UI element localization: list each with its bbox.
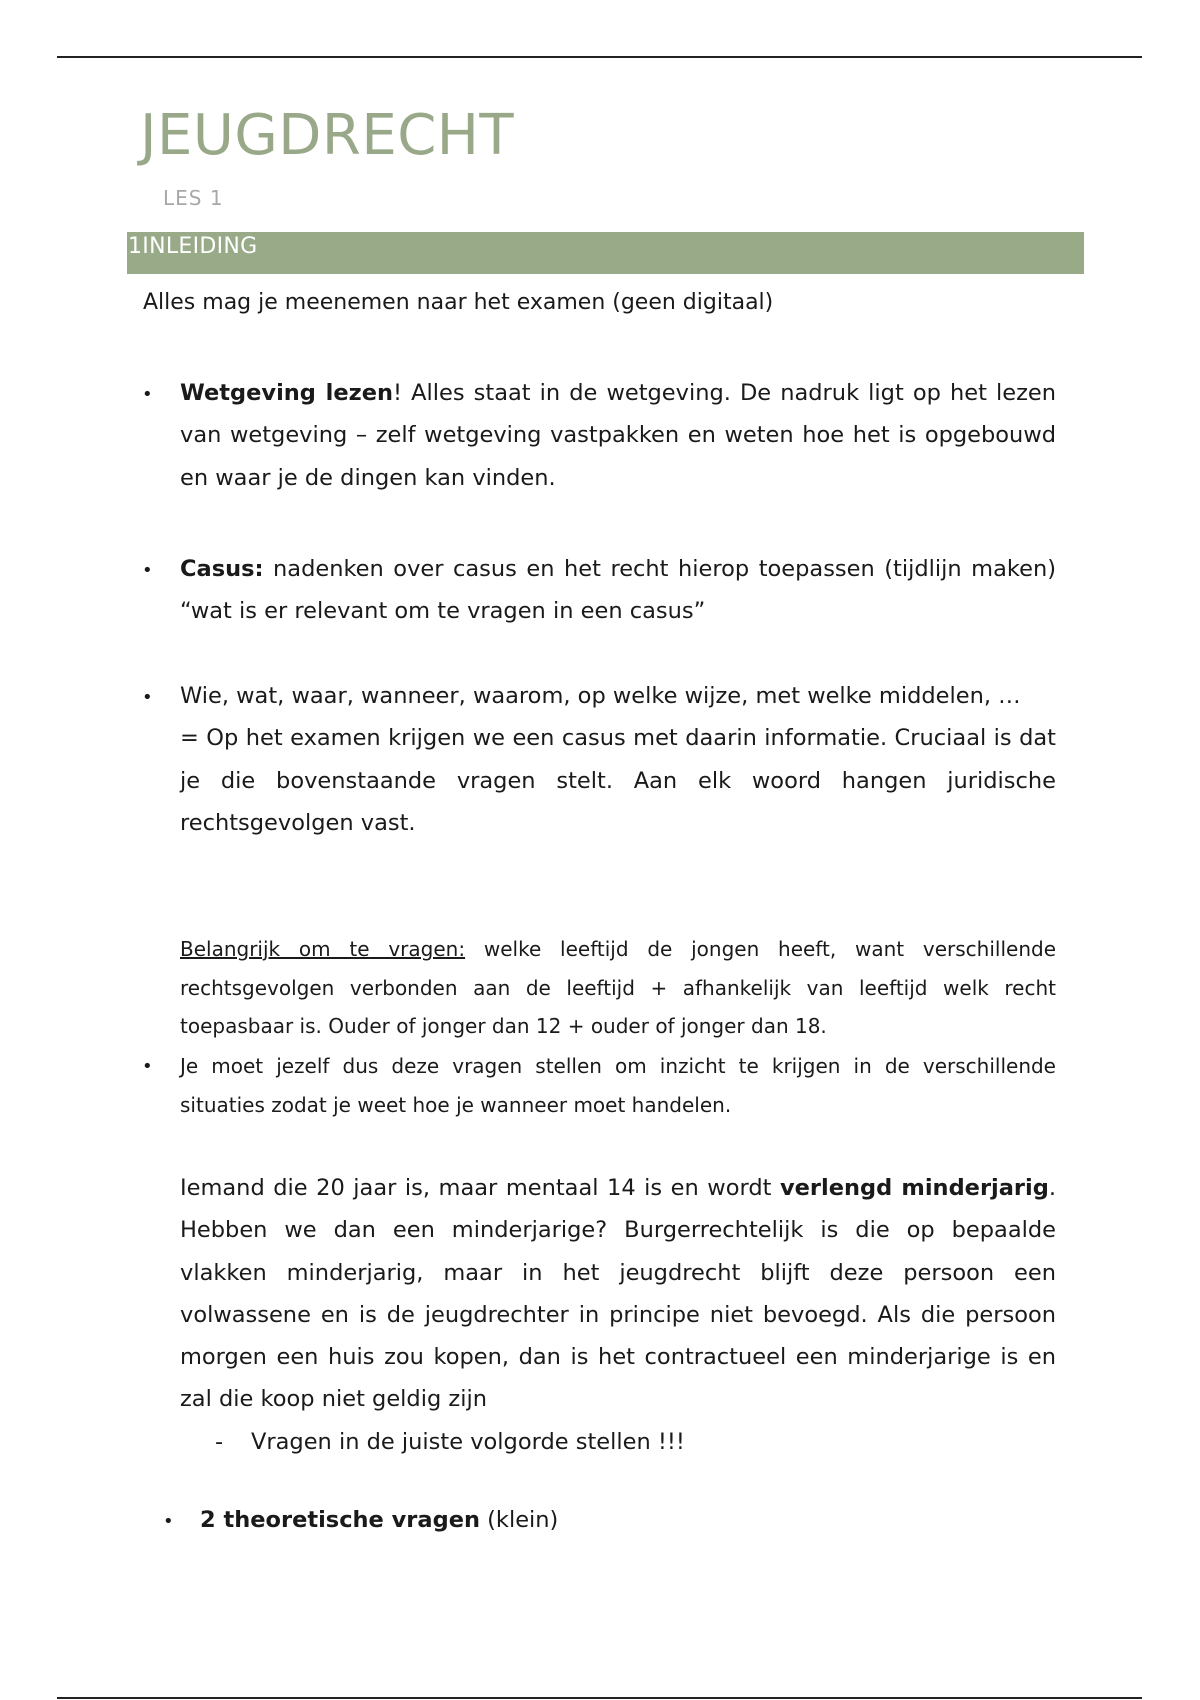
bullet-marker: • — [163, 1511, 174, 1532]
bullet-questions-explanation: = Op het examen krijgen we een casus met daarin informatie. Cruciaal is dat je die bovenstaande vragen stelt. Aan elk woord hangen juridische rechtsgevolgen vast. — [180, 725, 1056, 836]
example-bold: verlengd minderjarig — [779, 1175, 1049, 1201]
section-heading-band — [127, 232, 1084, 274]
document-subtitle: LES 1 — [163, 186, 224, 210]
bullet-wetgeving-text: ! Alles staat in de wetgeving. De nadruk ligt op het lezen van wetgeving – zelf wetgeving vastpakken en weten hoe het is opgebouwd en waar je de dingen kan vinden. — [180, 380, 1056, 491]
bullet-situations: Je moet jezelf dus deze vragen stellen om inzicht te krijgen in de verschillende situaties zodat je weet hoe je wanneer moet handelen. — [180, 1054, 1056, 1117]
bullet-questions — [180, 675, 1056, 844]
example-text-end: . Hebben we dan een minderjarige? Burgerrechtelijk is die op bepaalde vlakken minderjarig, maar in het jeugdrecht blijft deze persoon een volwassene en is de jeugdrechter in principe niet bevoegd. Als die persoon morgen een huis zou kopen, dan is het contractueel een minderjarige is en zal die koop niet geldig zijn — [180, 1175, 1057, 1413]
bullet-theoretical-text: (klein) — [479, 1507, 559, 1533]
important-note — [180, 930, 1056, 1046]
bullet-questions-text: Wie, wat, waar, wanneer, waarom, op welke wijze, met welke middelen, … — [180, 683, 1021, 709]
bullet-theoretical-bold: 2 theoretische vragen — [200, 1507, 480, 1533]
bullet-wetgeving — [180, 372, 1056, 499]
top-rule — [57, 56, 1142, 58]
bullet-marker: • — [142, 687, 153, 708]
example-paragraph — [180, 1167, 1056, 1421]
bullet-casus-bold: Casus: — [180, 556, 264, 582]
bottom-rule — [57, 1697, 1142, 1699]
bullet-casus-text: nadenken over casus en het recht hierop toepassen (tijdlijn maken) “wat is er relevant om te vragen in een casus” — [180, 556, 1056, 625]
dash-item: Vragen in de juiste volgorde stellen !!! — [251, 1429, 685, 1455]
intro-text: Alles mag je meenemen naar het examen (geen digitaal) — [143, 290, 774, 315]
bullet-casus — [180, 548, 1056, 633]
important-note-label: Belangrijk om te vragen: — [180, 937, 466, 961]
bullet-marker: • — [142, 384, 153, 405]
dash-marker: - — [215, 1429, 224, 1455]
bullet-wetgeving-bold: Wetgeving lezen — [180, 380, 394, 406]
bullet-marker: • — [142, 560, 153, 581]
bullet-marker: • — [142, 1056, 153, 1077]
example-text-start: Iemand die 20 jaar is, maar mentaal 14 is en wordt — [180, 1175, 780, 1201]
bullet-theoretical — [200, 1499, 1056, 1541]
document-title: JEUGDRECHT — [140, 103, 515, 168]
section-heading: 1INLEIDING — [128, 234, 258, 259]
important-note-text: welke leeftijd de jongen heeft, want verschillende rechtsgevolgen verbonden aan de leeftijd + afhankelijk van leeftijd welk recht toepasbaar is. Ouder of jonger dan 12 + ouder of jonger dan 18. — [180, 937, 1056, 1038]
